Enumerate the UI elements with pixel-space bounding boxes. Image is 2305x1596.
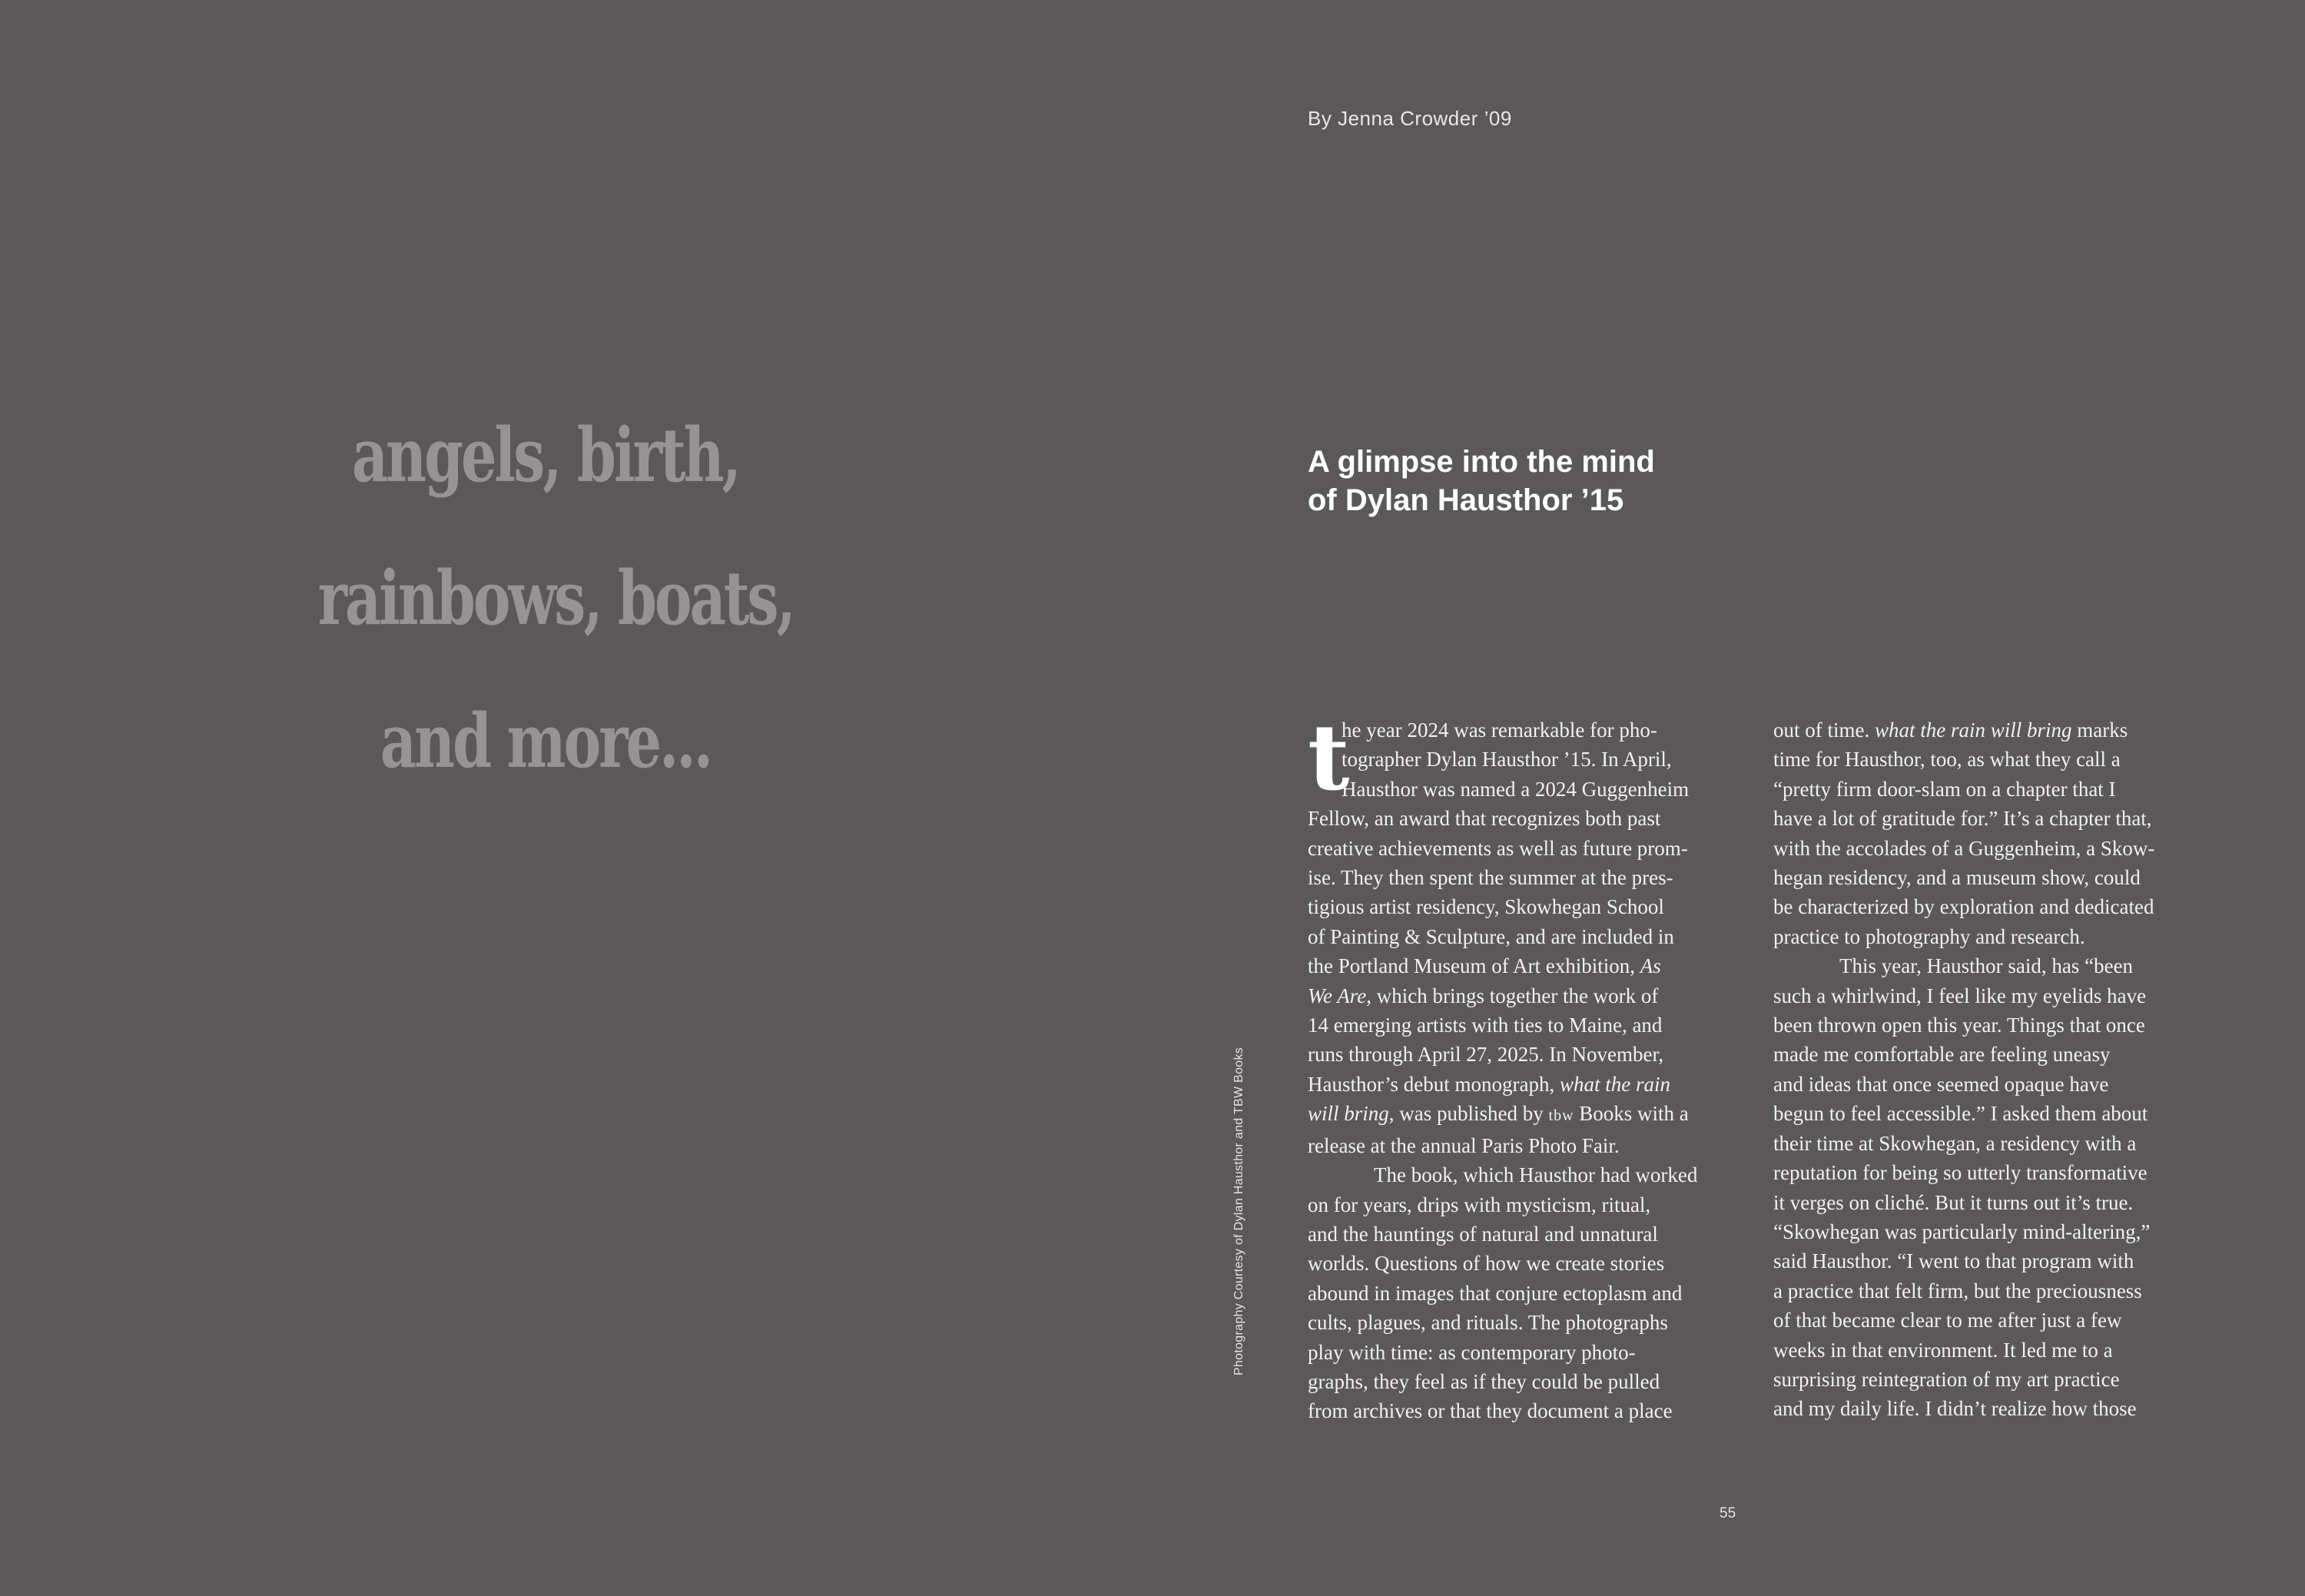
text-line: This year, Hausthor said, has “been bbox=[1839, 954, 2134, 978]
text-run: , which brings together the work of bbox=[1366, 984, 1659, 1007]
text-line: on for years, drips with mysticism, ritual, bbox=[1308, 1193, 1651, 1216]
text-line: with the accolades of a Guggenheim, a Skow- bbox=[1773, 836, 2155, 860]
text-line: The book, which Hausthor had worked bbox=[1374, 1163, 1698, 1187]
text-line bbox=[1308, 1070, 1750, 1099]
text-line: creative achievements as well as future prom- bbox=[1308, 836, 1688, 860]
text-line: worlds. Questions of how we create stories bbox=[1308, 1252, 1665, 1276]
pull-quote-line: angels, birth, bbox=[351, 412, 740, 499]
publisher-small-caps: tbw bbox=[1548, 1107, 1574, 1125]
text-line: made me comfortable are feeling uneasy bbox=[1773, 1043, 2111, 1067]
text-line: release at the annual Paris Photo Fair. bbox=[1308, 1133, 1620, 1157]
drop-cap: t bbox=[1308, 704, 1350, 811]
pull-quote-line: and more... bbox=[380, 698, 711, 785]
pull-quote-line: rainbows, boats, bbox=[317, 555, 794, 642]
text-line: tigious artist residency, Skowhegan School bbox=[1308, 895, 1664, 919]
book-title-text: As bbox=[1640, 954, 1661, 978]
text-line: runs through April 27, 2025. In November, bbox=[1308, 1043, 1664, 1067]
text-line: tographer Dylan Hausthor ’15. In April, bbox=[1342, 748, 1672, 771]
book-title-text: will bring bbox=[1308, 1102, 1389, 1126]
text-line: play with time: as contemporary photo- bbox=[1308, 1340, 1636, 1364]
photo-credit: Photography Courtesy of Dylan Hausthor and TBW Books bbox=[1232, 1047, 1245, 1375]
text-line: and ideas that once seemed opaque have bbox=[1773, 1072, 2109, 1096]
text-line: surprising reintegration of my art practice bbox=[1773, 1367, 2120, 1391]
headline-line: of Dylan Hausthor ’15 bbox=[1308, 483, 1624, 517]
book-title-text: We Are bbox=[1308, 984, 1367, 1007]
text-line: said Hausthor. “I went to that program with bbox=[1773, 1249, 2134, 1273]
text-line: and my daily life. I didn’t realize how those bbox=[1773, 1397, 2137, 1421]
text-line: Hausthor was named a 2024 Guggenheim bbox=[1342, 777, 1690, 801]
text-line bbox=[1308, 1099, 1750, 1130]
article-column-right bbox=[1773, 715, 2234, 1424]
text-line: graphs, they feel as if they could be pulled bbox=[1308, 1369, 1660, 1393]
text-line: be characterized by exploration and dedicated bbox=[1773, 895, 2154, 919]
text-line: from archives or that they document a place bbox=[1308, 1399, 1673, 1423]
text-run: the Portland Museum of Art exhibition, bbox=[1308, 954, 1635, 978]
book-title-text: what the rain bbox=[1559, 1072, 1670, 1096]
text-line: time for Hausthor, too, as what they call a bbox=[1773, 748, 2121, 771]
text-line: hegan residency, and a museum show, could bbox=[1773, 866, 2141, 890]
text-line: he year 2024 was remarkable for pho- bbox=[1342, 718, 1657, 742]
text-line: “pretty firm door-slam on a chapter that I bbox=[1773, 777, 2116, 801]
text-line: such a whirlwind, I feel like my eyelids have bbox=[1773, 984, 2147, 1007]
text-line: cults, plagues, and rituals. The photographs bbox=[1308, 1311, 1668, 1335]
text-line: it verges on cliché. But it turns out it’s true. bbox=[1773, 1190, 2134, 1214]
text-line: begun to feel accessible.” I asked them about bbox=[1773, 1102, 2148, 1126]
text-line: weeks in that environment. It led me to a bbox=[1773, 1338, 2113, 1362]
text-line: ise. They then spent the summer at the pres- bbox=[1308, 866, 1673, 890]
byline: By Jenna Crowder ’09 bbox=[1308, 107, 1512, 130]
text-line: have a lot of gratitude for.” It’s a chapter that, bbox=[1773, 807, 2152, 831]
page-number: 55 bbox=[1720, 1505, 1736, 1521]
text-line: reputation for being so utterly transformative bbox=[1773, 1161, 2147, 1185]
text-line: and the hauntings of natural and unnatural bbox=[1308, 1222, 1658, 1246]
text-line bbox=[1308, 981, 1750, 1010]
text-line: practice to photography and research. bbox=[1773, 924, 2085, 948]
text-line bbox=[1773, 715, 2234, 745]
text-line: a practice that felt firm, but the preciousness bbox=[1773, 1279, 2142, 1302]
text-line: been thrown open this year. Things that once bbox=[1773, 1014, 2145, 1037]
text-run: out of time. bbox=[1773, 718, 1870, 742]
headline-line: A glimpse into the mind bbox=[1308, 445, 1655, 479]
text-line: of that became clear to me after just a few bbox=[1773, 1309, 2122, 1332]
text-line: “Skowhegan was particularly mind-altering,” bbox=[1773, 1219, 2151, 1243]
text-run: Books with a bbox=[1579, 1102, 1689, 1126]
text-line: Fellow, an award that recognizes both past bbox=[1308, 807, 1661, 831]
feature-pull-quote bbox=[317, 384, 794, 813]
text-line: 14 emerging artists with ties to Maine, and bbox=[1308, 1014, 1663, 1037]
article-column-left bbox=[1308, 704, 1750, 1426]
book-title-text: what the rain will bring bbox=[1874, 718, 2072, 742]
text-line: their time at Skowhegan, a residency with a bbox=[1773, 1131, 2137, 1155]
article-headline bbox=[1308, 443, 1738, 519]
text-line bbox=[1308, 951, 1750, 980]
text-run: marks bbox=[2077, 718, 2128, 742]
text-run: , was published by bbox=[1388, 1102, 1544, 1126]
text-line: of Painting & Sculpture, and are included in bbox=[1308, 924, 1674, 948]
text-line: abound in images that conjure ectoplasm and bbox=[1308, 1281, 1683, 1305]
text-run: Hausthor’s debut monograph, bbox=[1308, 1072, 1555, 1096]
